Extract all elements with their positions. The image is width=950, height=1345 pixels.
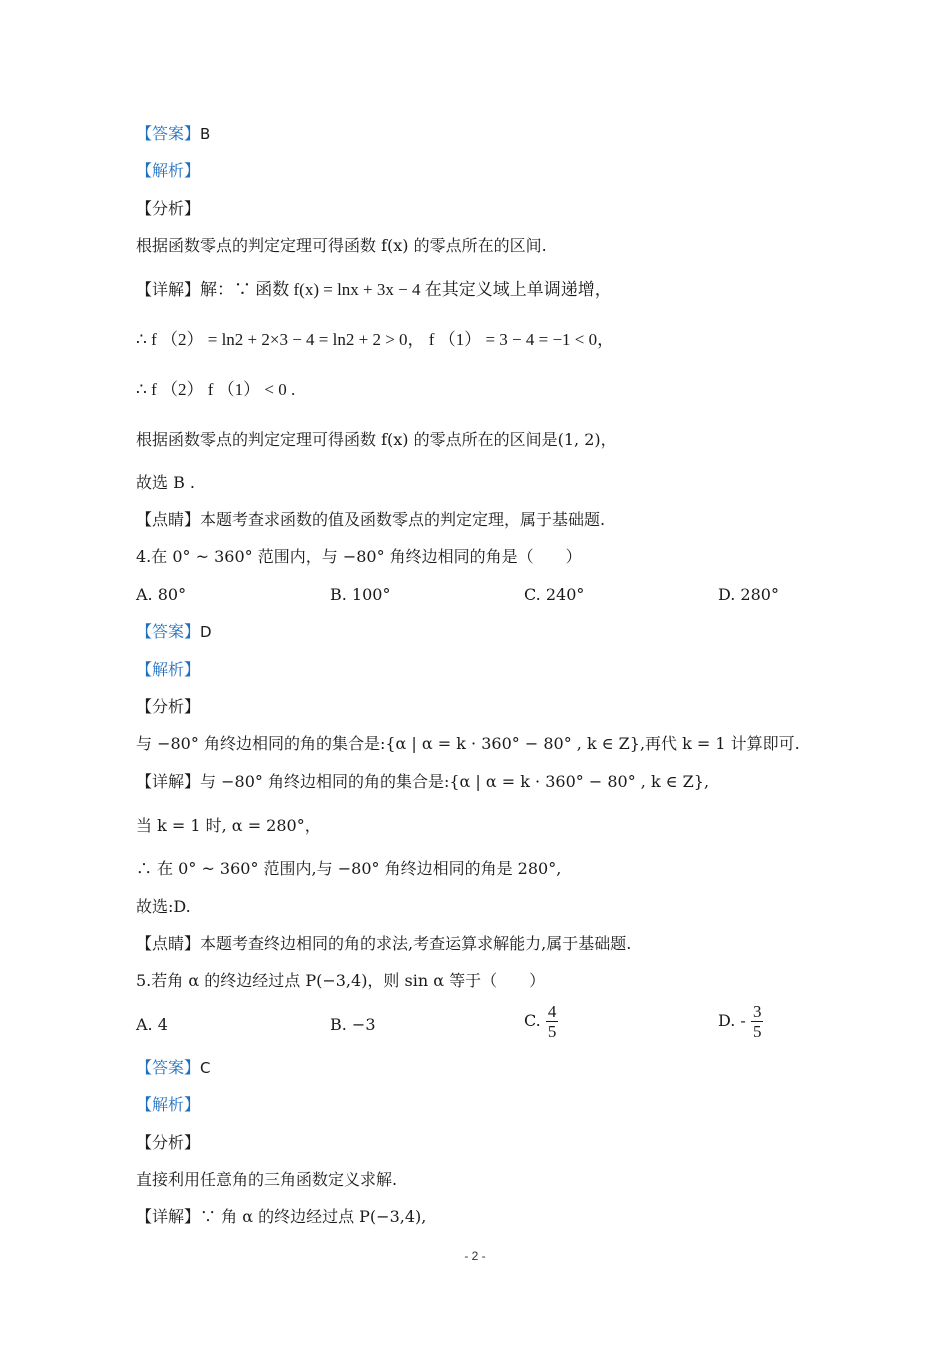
answer-tag: 【答案】 (136, 622, 201, 641)
answer-line-q3 (136, 123, 210, 145)
fenxi-heading: 【分析】 (136, 199, 201, 218)
q4-option-c: C. 240° (524, 585, 585, 604)
jiexi-heading: 【解析】 (136, 660, 201, 679)
answer-tag: 【答案】 (136, 1058, 201, 1077)
dianjing-tag: 【点睛】 (136, 510, 201, 529)
question-4-stem: 4.在 0° ~ 360° 范围内，与 −80° 角终边相同的角是（ ） (136, 547, 582, 566)
q4-option-a: A. 80° (136, 585, 187, 604)
answer-line-q4 (136, 621, 212, 643)
xiangjie-text: 解：∵ 函数 f(x) = lnx + 3x − 4 在其定义域上单调递增， (200, 280, 612, 299)
dianjing-text: 本题考查求函数的值及函数零点的判定定理，属于基础题. (200, 510, 606, 529)
dianjing-line-q3 (136, 509, 605, 531)
conclusion-line: 根据函数零点的判定定理可得函数 f(x) 的零点所在的区间是(1, 2)， (136, 430, 617, 449)
answer-line-q5 (136, 1057, 211, 1079)
dianjing-text: 本题考查终边相同的角的求法,考查运算求解能力,属于基础题. (200, 934, 632, 953)
choice-line: 故选 B . (136, 473, 196, 492)
xiangjie-tag: 【详解】 (136, 280, 201, 299)
derivation-line-2: ∴ f （2） f （1） < 0 . (136, 380, 296, 399)
denominator: 5 (752, 1022, 762, 1041)
fenxi-text: 与 −80° 角终边相同的角的集合是:{α | α = k · 360° − 80° , k ∈ Z},再代 k = 1 计算即可. (136, 734, 800, 753)
derivation-line-1: ∴ f （2） = ln2 + 2×3 − 4 = ln2 + 2 > 0， f （1） = 3 − 4 = −1 < 0， (136, 330, 615, 349)
page-number: - 2 - (464, 1249, 486, 1263)
xiangjie-line (136, 1206, 426, 1228)
fenxi-heading: 【分析】 (136, 697, 201, 716)
fraction (751, 1002, 764, 1041)
answer-value: D (200, 623, 212, 641)
answer-tag: 【答案】 (136, 124, 201, 143)
q4-option-d: D. 280° (718, 585, 779, 604)
xiangjie-tag: 【详解】 (136, 1207, 201, 1226)
answer-value: B (200, 125, 211, 143)
q4-option-b: B. 100° (330, 585, 391, 604)
jiexi-heading: 【解析】 (136, 1095, 201, 1114)
q5-option-b: B. −3 (330, 1015, 376, 1034)
q5-option-a: A. 4 (136, 1015, 168, 1034)
dianjing-tag: 【点睛】 (136, 934, 201, 953)
dianjing-line-q4 (136, 933, 631, 955)
numerator: 3 (752, 1002, 762, 1021)
denominator: 5 (547, 1022, 557, 1041)
fenxi-heading: 【分析】 (136, 1133, 201, 1152)
xiangjie-text: ∵ 角 α 的终边经过点 P(−3,4), (200, 1207, 427, 1226)
option-label: C. (524, 1011, 541, 1030)
fraction (546, 1002, 559, 1041)
jiexi-heading: 【解析】 (136, 161, 201, 180)
derivation-line-1: 当 k = 1 时, α = 280°， (136, 816, 321, 835)
xiangjie-tag: 【详解】 (136, 772, 201, 791)
xiangjie-line (136, 771, 709, 793)
derivation-line-2: ∴ 在 0° ~ 360° 范围内,与 −80° 角终边相同的角是 280°, (136, 859, 562, 878)
xiangjie-text: 与 −80° 角终边相同的角的集合是:{α | α = k · 360° − 80° , k ∈ Z}, (200, 772, 710, 791)
choice-line: 故选:D. (136, 897, 191, 916)
numerator: 4 (547, 1002, 557, 1021)
xiangjie-line (136, 279, 612, 301)
question-5-stem: 5.若角 α 的终边经过点 P(−3,4)，则 sin α 等于（ ） (136, 971, 546, 990)
answer-value: C (200, 1059, 211, 1077)
fenxi-text: 根据函数零点的判定定理可得函数 f(x) 的零点所在的区间. (136, 236, 547, 255)
q5-option-d (718, 1002, 763, 1041)
fenxi-text: 直接利用任意角的三角函数定义求解. (136, 1170, 398, 1189)
option-label: D. - (718, 1011, 746, 1030)
q5-option-c (524, 1002, 558, 1041)
